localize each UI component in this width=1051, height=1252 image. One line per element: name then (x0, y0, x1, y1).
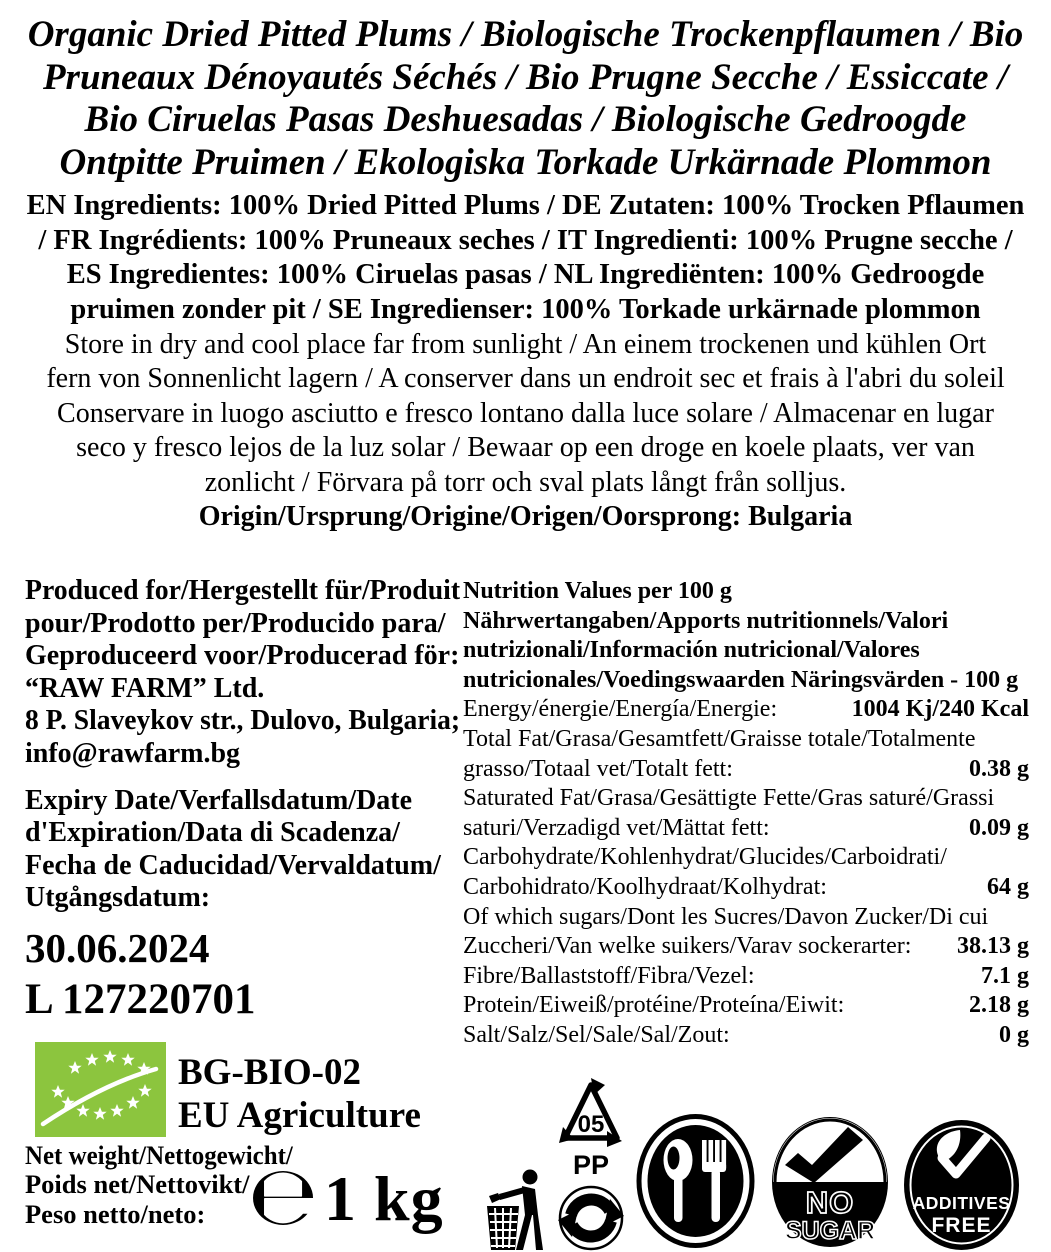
nutrition-value: 0 g (999, 1021, 1029, 1048)
eu-agriculture-label: EU Agriculture (178, 1095, 421, 1136)
producer-address: 8 P. Slaveykov str., Dulovo, Bulgaria; (25, 705, 461, 737)
nutrition-value: 1004 Kj/240 Kcal (851, 696, 1029, 723)
nutrition-row-carbohydrate: Carbohydrate/Kohlenhydrat/Glucides/Carboidrati/ Carbohidrato/Koolhydraat/Kolhydrat: 64 g (463, 843, 1029, 902)
title-line: Bio Ciruelas Pasas Deshuesadas / Biologische Gedroogde (84, 99, 967, 140)
nutrition-value: 64 g (987, 873, 1029, 900)
title-line: Ontpitte Pruimen / Ekologiska Torkade Urkärnade Plommon (59, 141, 992, 183)
nutrition-row-protein: Protein/Eiweiß/protéine/Proteína/Eiwit: 2.18 g (463, 991, 1029, 1021)
nutrition-value: 0.09 g (969, 814, 1029, 841)
storage-line: fern von Sonnenlicht lagern / A conserver dans un endroit sec et frais à l'abri du soleil (46, 363, 1005, 395)
storage-instructions (30, 328, 1021, 534)
net-weight-value: 1 kg (324, 1163, 444, 1234)
expiry-label-line: Utgångsdatum: (25, 882, 211, 914)
producer-line: Produced for/Hergestellt für/Produit (25, 575, 461, 606)
additives-free-text-2: FREE (931, 1214, 992, 1237)
nutrition-header (463, 577, 1029, 695)
no-sugar-badge (770, 1115, 890, 1250)
expiry-label-line: d'Expiration/Data di Scadenza/ (25, 817, 400, 849)
title-line: Pruneaux Dénoyautés Séchés / Bio Prugne Secche / Essiccate / (42, 56, 1009, 98)
nutrition-header-line: Nährwertangaben/Apports nutritionnels/Valori (463, 607, 949, 634)
ingredients-line: EN Ingredients: 100% Dried Pitted Plums / DE Zutaten: 100% Trocken Pflaumen (26, 190, 1025, 221)
additives-free-text-1: ADDITIVES (912, 1193, 1011, 1213)
food-safe-cutlery-icon (636, 1114, 755, 1248)
left-column (25, 575, 460, 1025)
nutrition-panel (463, 577, 1029, 1051)
storage-line: seco y fresco lejos de la luz solar / Bewaar op een droge en koele plaats, ver van (76, 432, 975, 464)
expiry-date: 30.06.2024 (25, 924, 210, 971)
additives-free-badge (902, 1118, 1021, 1252)
net-weight-line: Net weight/Nettogewicht/ (25, 1140, 293, 1170)
net-weight-line: Poids net/Nettovikt/ (25, 1169, 250, 1200)
organic-certification-code: BG-BIO-02 (178, 1052, 361, 1093)
resin-material: PP (572, 1150, 610, 1180)
storage-line: Conservare in luogo asciutto e fresco lontano dalla luce solare / Almacenar en lugar (57, 397, 994, 429)
ingredients-line: pruimen zonder pit / SE Ingredienser: 100% Torkade urkärnade plommon (70, 293, 981, 325)
title-line: Organic Dried Pitted Plums / Biologische Trockenpflaumen / Bio (27, 14, 1024, 55)
estimated-sign: ℮ (248, 1149, 319, 1244)
nutrition-row-salt: Salt/Salz/Sel/Sale/Sal/Zout: 0 g (463, 1021, 1029, 1051)
lot-number: L 127220701 (25, 975, 256, 1023)
product-title (10, 14, 1041, 184)
eu-organic-leaf-logo (35, 1042, 166, 1137)
expiry-label-line: Expiry Date/Verfallsdatum/Date (25, 784, 413, 816)
expiry-block (25, 785, 460, 915)
no-sugar-text-2: SUGAR (784, 1217, 876, 1245)
ingredients-line: ES Ingredientes: 100% Ciruelas pasas / NL Ingrediënten: 100% Gedroogde (66, 259, 985, 291)
producer-line: pour/Prodotto per/Producido para/ (25, 607, 446, 639)
nutrition-row-sugars: Of which sugars/Dont les Sucres/Davon Zucker/Di cui Zuccheri/Van welke suikers/Varav sockerarter: 38.13 g (463, 903, 1029, 962)
nutrition-value: 7.1 g (981, 962, 1029, 989)
resin-number: 05 (577, 1111, 605, 1138)
net-weight-line: Peso netto/neto: (25, 1198, 206, 1229)
nutrition-row-saturated-fat: Saturated Fat/Grasa/Gesättigte Fette/Gras saturé/Grassi saturi/Verzadigd vet/Mättat fett: 0.09 g (463, 784, 1029, 843)
nutrition-value: 38.13 g (957, 933, 1029, 960)
producer-company: “RAW FARM” Ltd. (25, 672, 265, 704)
producer-block (25, 575, 460, 771)
tidy-man-icon (485, 1168, 551, 1252)
nutrition-value: 0.38 g (969, 755, 1029, 782)
nutrition-header-line: Nutrition Values per 100 g (463, 578, 732, 604)
nutrition-row-total-fat: Total Fat/Grasa/Gesamtfett/Graisse totale/Totalmente grasso/Totaal vet/Totalt fett: 0.38 g (463, 725, 1029, 784)
expiry-label-line: Fecha de Caducidad/Vervaldatum/ (25, 849, 441, 881)
origin-line: Origin/Ursprung/Origine/Origen/Oorsprong: Bulgaria (198, 501, 853, 533)
nutrition-row-energy: Energy/énergie/Energía/Energie: 1004 Kj/240 Kcal (463, 695, 1029, 725)
producer-line: Geproduceerd voor/Producerad för: (25, 640, 460, 672)
ingredients-block (20, 189, 1031, 327)
nutrition-header-line: nutricionales/Voedingswaarden Näringsvärden - 100 g (463, 666, 1019, 693)
producer-email: info@rawfarm.bg (25, 737, 241, 769)
no-sugar-text-1: NO (805, 1185, 855, 1220)
nutrition-value: 2.18 g (969, 992, 1029, 1019)
storage-line: Store in dry and cool place far from sunlight / An einem trockenen und kühlen Ort (64, 329, 987, 360)
ingredients-line: / FR Ingrédients: 100% Pruneaux seches / IT Ingredienti: 100% Prugne secche / (38, 224, 1013, 256)
resin-code-05-pp-recycle-icon (556, 1078, 626, 1252)
storage-line: zonlicht / Förvara på torr och sval plats långt från solljus. (204, 466, 847, 498)
nutrition-header-line: nutrizionali/Información nutricional/Valores (463, 637, 920, 664)
nutrition-row-fibre: Fibre/Ballaststoff/Fibra/Vezel: 7.1 g (463, 962, 1029, 992)
